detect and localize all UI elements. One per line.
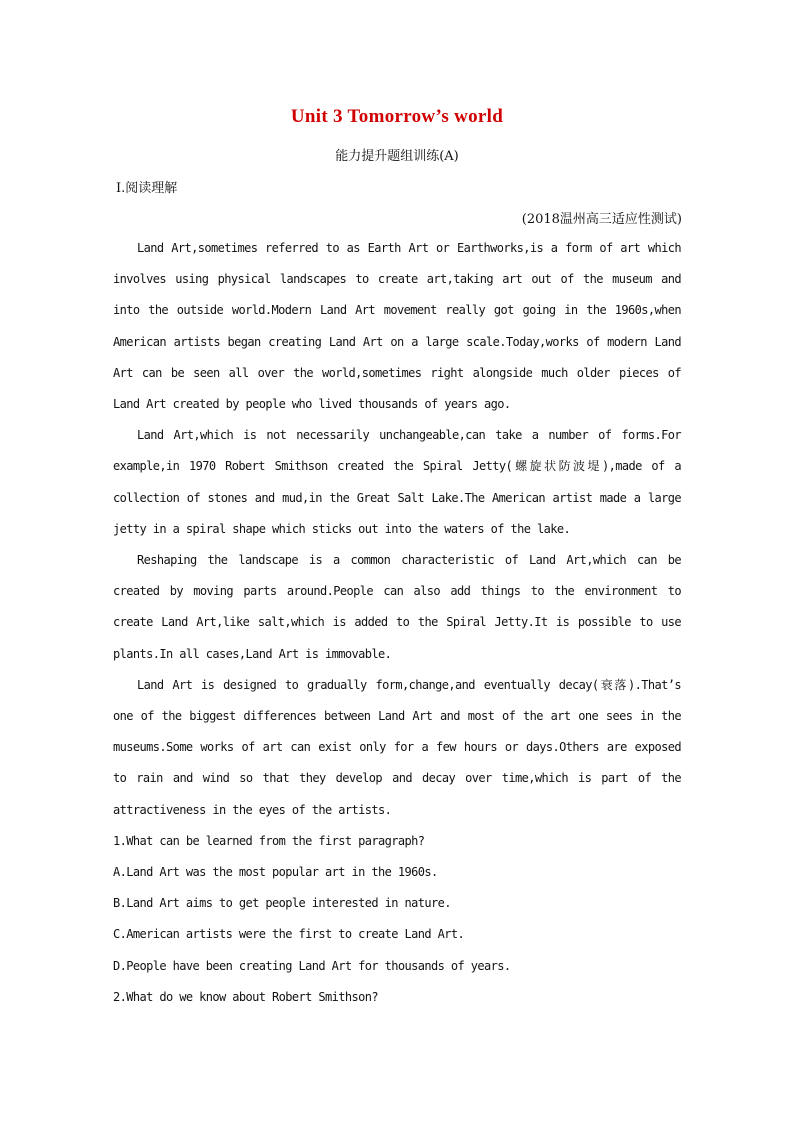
answer-option: C.American artists were the first to create Land Art.	[113, 927, 465, 942]
answer-option: A.Land Art was the most popular art in the 1960s.	[113, 865, 438, 880]
reading-passage	[113, 233, 681, 826]
section-heading: Ⅰ.阅读理解	[116, 181, 178, 196]
passage-paragraph: Land Art,which is not necessarily unchangeable,can take a number of forms.For example,in 1970 Robert Smithson created the Spiral Jetty(螺旋状防波堤),made of a collection of stones and mud,in the Great Salt Lake.The American artist made a large jetty in a spiral shape which sticks out into the waters of the lake.	[113, 428, 681, 536]
passage-paragraph: Land Art,sometimes referred to as Earth Art or Earthworks,is a form of art which involves using physical landscapes to create art,taking art out of the museum and into the outside world.Modern Land Art movement really got going in the 1960s,when American artists began creating Land Art on a large scale.Today,works of modern Land Art can be seen all over the world,sometimes right alongside much older pieces of Land Art created by people who lived thousands of years ago.	[113, 241, 681, 412]
question-list	[113, 826, 681, 1013]
answer-option: B.Land Art aims to get people interested in nature.	[113, 896, 451, 911]
question-item	[113, 982, 681, 1013]
document-body	[113, 233, 681, 1013]
exercise-subtitle: 能力提升题组训练(A)	[335, 149, 459, 164]
question-stem: 1.What can be learned from the first paragraph?	[113, 833, 425, 848]
answer-option: D.People have been creating Land Art for thousands of years.	[113, 958, 511, 973]
passage-paragraph: Land Art is designed to gradually form,change,and eventually decay(衰落).That’s one of the biggest differences between Land Art and most of the art one sees in the museums.Some works of art can exist only for a few hours or days.Others are exposed to rain and wind so that they develop and decay over time,which is part of the attractiveness in the eyes of the artists.	[113, 677, 681, 817]
source-note: (2018温州高三适应性测试)	[521, 212, 682, 227]
passage-paragraph: Reshaping the landscape is a common characteristic of Land Art,which can be created by moving parts around.People can also add things to the environment to create Land Art,like salt,which is added to the Spiral Jetty.It is possible to use plants.In all cases,Land Art is immovable.	[113, 553, 681, 661]
question-item	[113, 826, 681, 982]
page-title: Unit 3 Tomorrow’s world	[290, 106, 504, 127]
question-stem: 2.What do we know about Robert Smithson?	[113, 989, 378, 1004]
